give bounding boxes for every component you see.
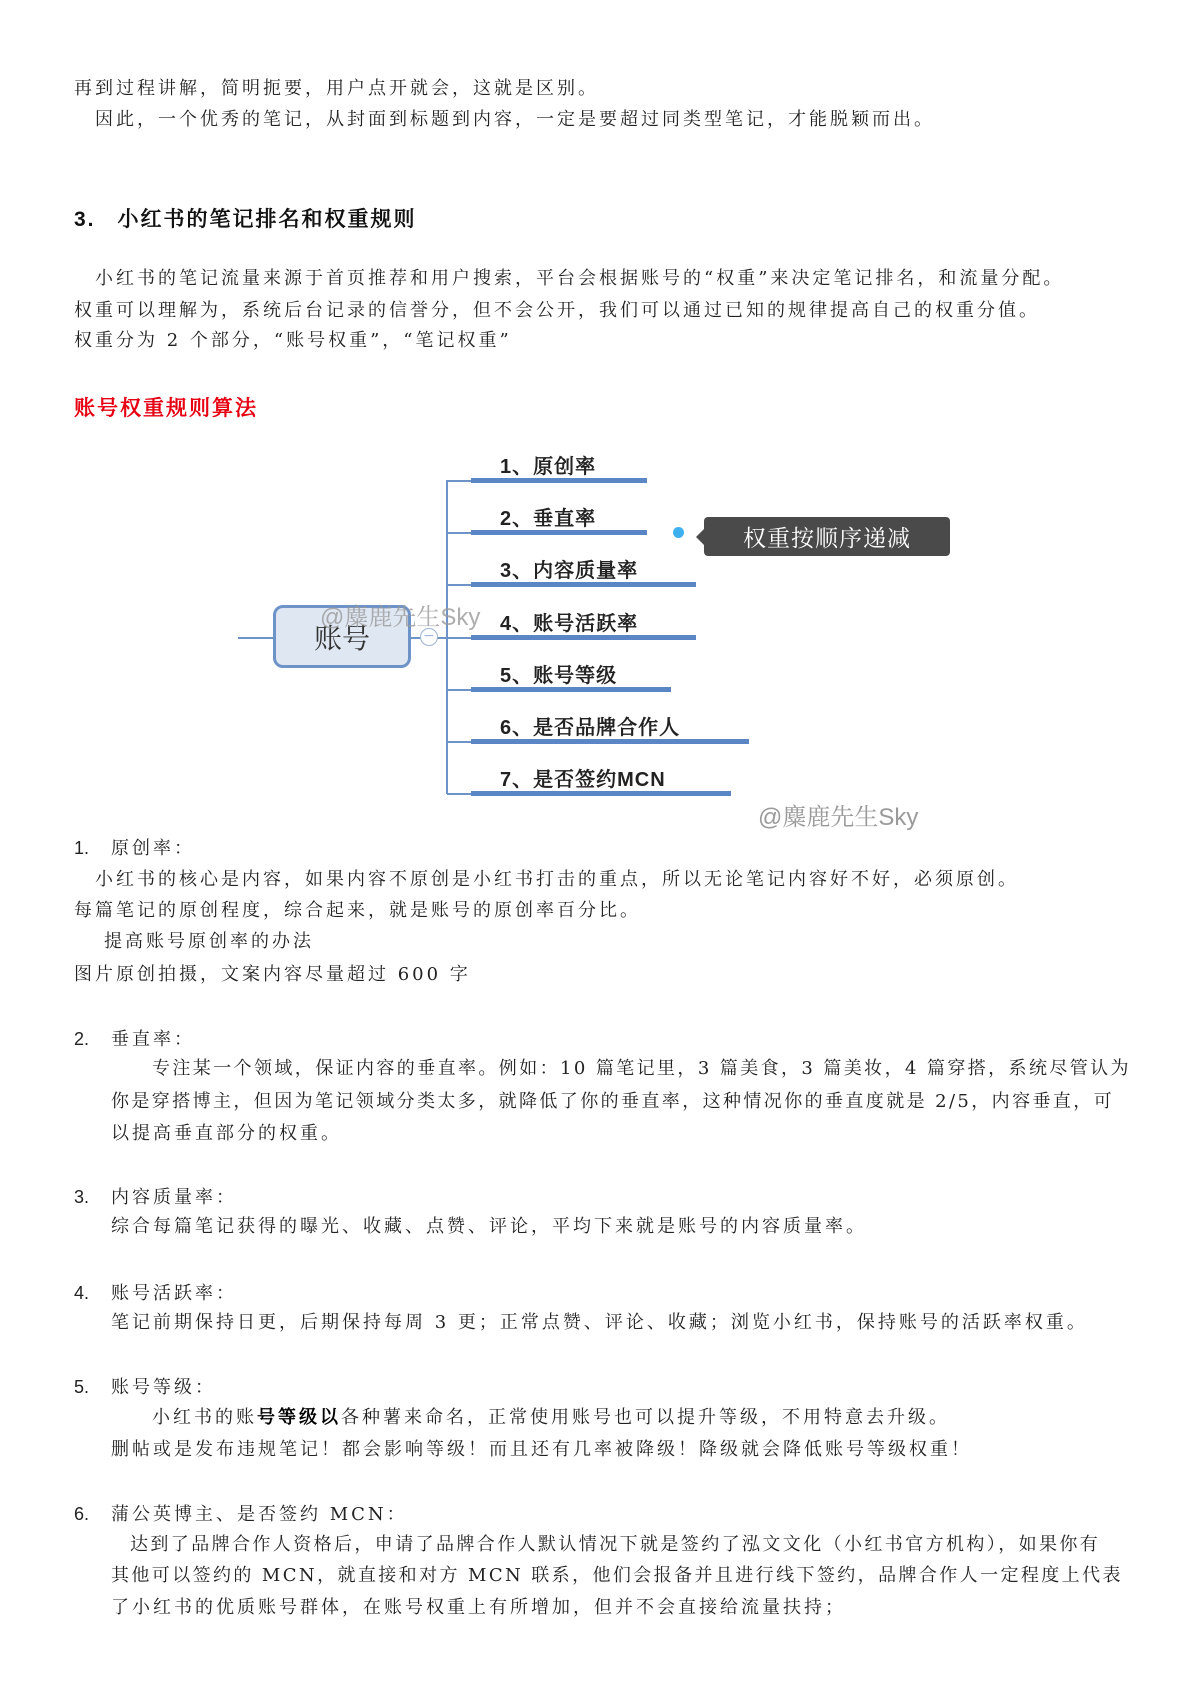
item-line: 删帖或是发布违规笔记！都会影响等级！而且还有几率被降级！降级就会降低账号等级权重！: [111, 1439, 972, 1460]
branch-connector: [447, 532, 471, 534]
section-heading: [74, 203, 417, 233]
branch-connector: [447, 584, 471, 586]
branch-connector: [447, 480, 471, 482]
item-line: 小红书的账号等级以各种薯来命名，正常使用账号也可以提升等级，不用特意去升级。: [152, 1407, 950, 1428]
item-line: 小红书的核心是内容，如果内容不原创是小红书打击的重点，所以无论笔记内容好不好，必须原创。: [95, 869, 1019, 890]
item-line: 综合每篇笔记获得的曝光、收藏、点赞、评论，平均下来就是账号的内容质量率。: [111, 1216, 867, 1237]
watermark: @麋鹿先生Sky: [320, 604, 481, 631]
callout-note: 权重按顺序递减: [704, 517, 950, 556]
item-line: 你是穿搭博主，但因为笔记领域分类太多，就降低了你的垂直率，这种情况你的垂直度就是 2/5，内容垂直，可: [111, 1091, 1115, 1112]
branch-connector: [447, 637, 471, 639]
red-subheading: 账号权重规则算法: [74, 395, 258, 420]
branch-label: 6、是否品牌合作人: [500, 717, 681, 739]
item-line: 每篇笔记的原创程度，综合起来，就是账号的原创率百分比。: [74, 900, 641, 921]
item-heading: 4. 账号活跃率：: [74, 1283, 237, 1304]
item-heading: 3. 内容质量率：: [74, 1187, 237, 1208]
branch-label: 1、原创率: [500, 456, 597, 478]
section-paragraph: 小红书的笔记流量来源于首页推荐和用户搜索，平台会根据账号的“权重”来决定笔记排名，和流量分配。: [95, 268, 1065, 289]
item-line: 了小红书的优质账号群体，在账号权重上有所增加，但并不会直接给流量扶持；: [111, 1597, 846, 1618]
intro-line-1: 再到过程讲解，简明扼要，用户点开就会，这就是区别。: [74, 78, 599, 99]
branch-connector: [447, 741, 471, 743]
section-paragraph: 权重可以理解为，系统后台记录的信誉分，但不会公开，我们可以通过已知的规律提高自己的权重分值。: [74, 300, 1040, 321]
item-line: 其他可以签约的 MCN，就直接和对方 MCN 联系，他们会报备并且进行线下签约，品牌合作人一定程度上代表: [111, 1565, 1123, 1586]
branch-label: 4、账号活跃率: [500, 613, 639, 635]
item-line: 图片原创拍摄，文案内容尽量超过 600 字: [74, 964, 471, 985]
item-line: 以提高垂直部分的权重。: [111, 1123, 342, 1144]
callout-dot-icon: [673, 527, 684, 538]
branch-label: 5、账号等级: [500, 665, 618, 687]
branch-label: 3、内容质量率: [500, 560, 639, 582]
collapse-icon[interactable]: −: [420, 628, 438, 646]
branch-label: 7、是否签约MCN: [500, 769, 666, 791]
item-heading: 5. 账号等级：: [74, 1377, 216, 1398]
item-heading: 2. 垂直率：: [74, 1029, 195, 1050]
item-line: 专注某一个领域，保证内容的垂直率。例如：10 篇笔记里，3 篇美食，3 篇美妆，4 篇穿搭，系统尽管认为: [152, 1058, 1131, 1079]
item-heading: 6. 蒲公英博主、是否签约 MCN：: [74, 1504, 408, 1525]
branch-connector: [447, 689, 471, 691]
section-number: 3.: [74, 208, 96, 231]
section-paragraph: 权重分为 2 个部分，“账号权重”，“笔记权重”: [74, 330, 512, 351]
intro-line-2: 因此，一个优秀的笔记，从封面到标题到内容，一定是要超过同类型笔记，才能脱颖而出。: [95, 109, 935, 130]
section-title: 小红书的笔记排名和权重规则: [117, 206, 417, 231]
item-line: 提高账号原创率的办法: [104, 931, 314, 952]
root-connector: [238, 637, 273, 639]
branch-label: 2、垂直率: [500, 508, 597, 530]
watermark: @麋鹿先生Sky: [758, 804, 919, 831]
root-node: 账号: [273, 605, 411, 668]
item-line: 达到了品牌合作人资格后，申请了品牌合作人默认情况下就是签约了泓文文化（小红书官方机构），如果你有: [130, 1534, 1101, 1555]
branch-connector: [447, 793, 471, 795]
item-line: 笔记前期保持日更，后期保持每周 3 更；正常点赞、评论、收藏；浏览小红书，保持账号的活跃率权重。: [111, 1312, 1088, 1333]
item-heading: 1. 原创率：: [74, 838, 195, 859]
